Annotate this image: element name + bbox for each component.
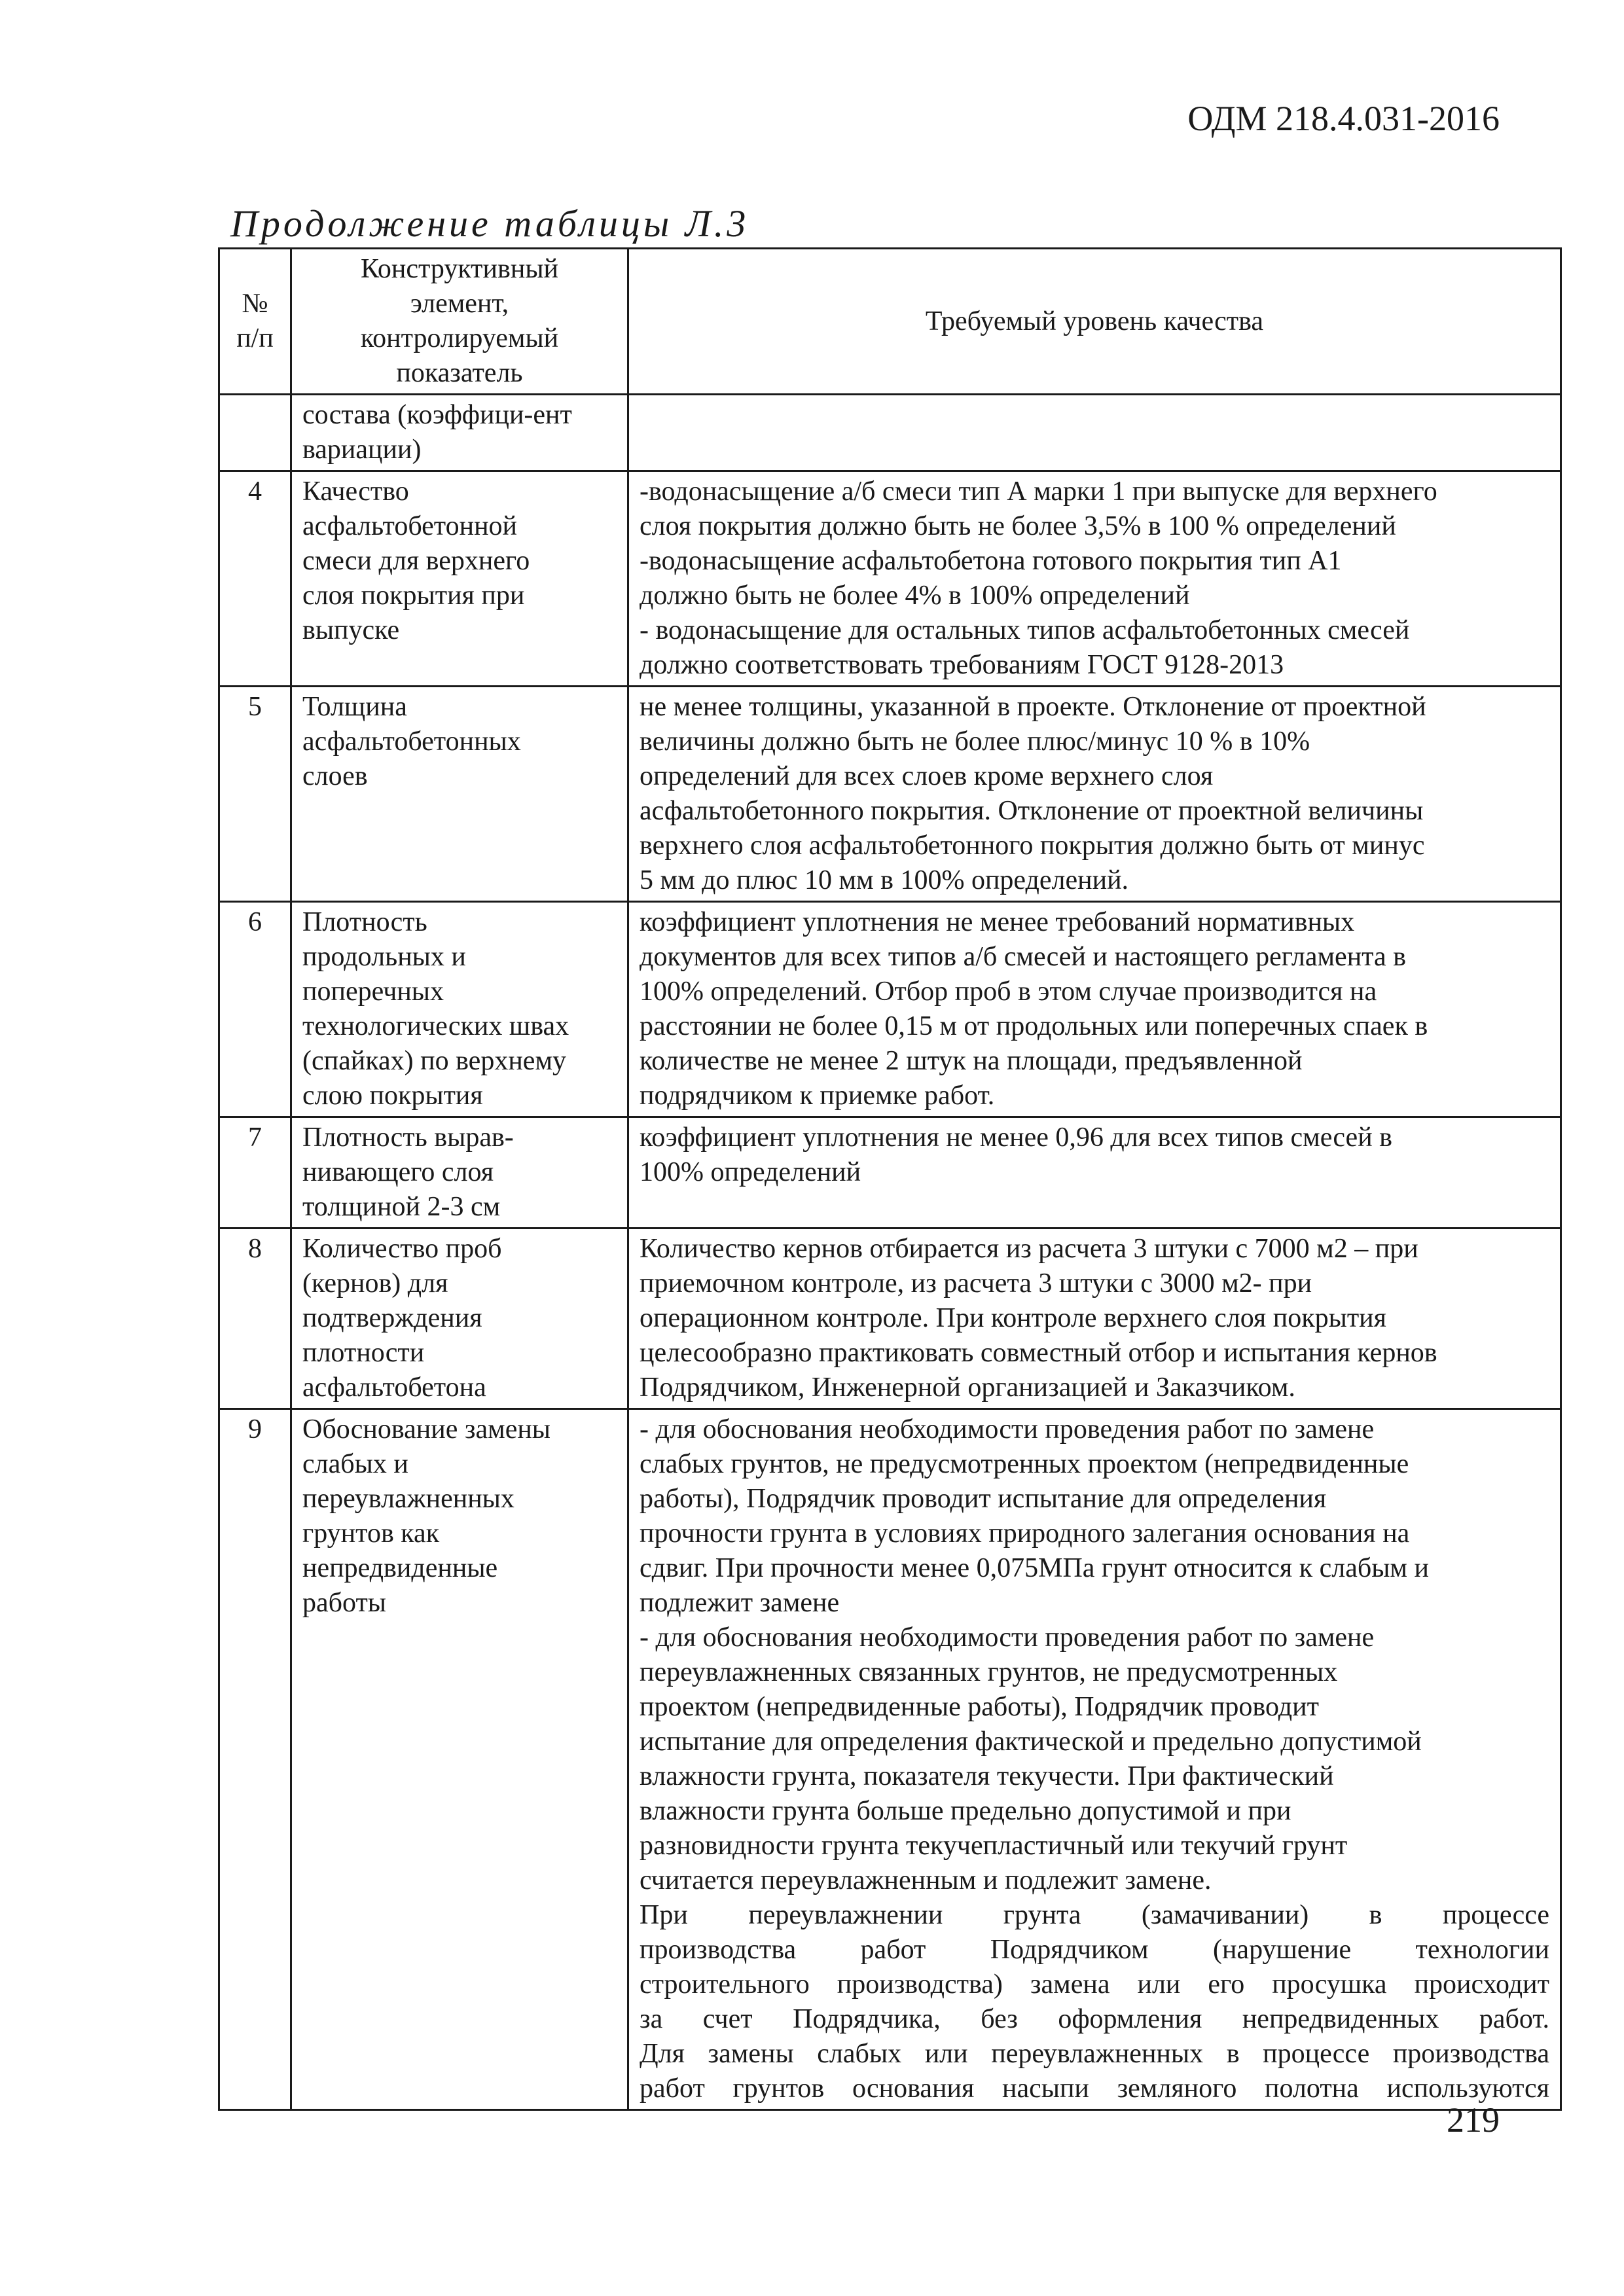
row-number-cell: 4	[219, 471, 291, 687]
quality-requirements-table	[218, 247, 1562, 2111]
quality-line: асфальтобетонного покрытия. Отклонение от проектной величины	[640, 796, 1424, 826]
quality-line: 5 мм до плюс 10 мм в 100% определений.	[640, 865, 1129, 895]
table-row	[219, 471, 1561, 687]
quality-cell	[628, 1229, 1561, 1409]
quality-line: целесообразно практиковать совместный отбор и испытания кернов	[640, 1338, 1437, 1368]
quality-line: - для обоснования необходимости проведения работ по замене	[640, 1414, 1375, 1444]
element-cell	[291, 902, 628, 1117]
quality-cell	[628, 687, 1561, 902]
quality-line: коэффициент уплотнения не менее 0,96 для всех типов смесей в	[640, 1122, 1392, 1153]
element-line: вариации)	[302, 435, 422, 465]
quality-line: разновидности грунта текучепластичный или текучий грунт	[640, 1831, 1348, 1861]
element-line: грунтов как	[302, 1518, 440, 1549]
quality-line: верхнего слоя асфальтобетонного покрытия должно быть от минус	[640, 831, 1425, 861]
quality-line: проектом (непредвиденные работы), Подрядчик проводит	[640, 1692, 1319, 1722]
quality-line: 100% определений. Отбор проб в этом случае производится на	[640, 977, 1377, 1007]
quality-line: слоя покрытия должно быть не более 3,5% в 100 % определений	[640, 511, 1396, 541]
quality-line: считается переувлажненным и подлежит замене.	[640, 1865, 1212, 1895]
quality-line: 100% определений	[640, 1157, 861, 1187]
element-cell	[291, 1409, 628, 2110]
quality-line: переувлажненных связанных грунтов, не предусмотренных	[640, 1657, 1338, 1687]
quality-line: работ грунтов основания насыпи земляного полотна используются	[640, 2073, 1549, 2104]
table-header-row	[219, 249, 1561, 395]
row-number-cell	[219, 395, 291, 471]
quality-cell	[628, 902, 1561, 1117]
quality-cell	[628, 1409, 1561, 2110]
quality-cell	[628, 471, 1561, 687]
quality-line: испытание для определения фактической и предельно допустимой	[640, 1727, 1422, 1757]
element-line: Толщина	[302, 692, 407, 722]
quality-line: должно соответствовать требованиям ГОСТ 9128-2013	[640, 650, 1284, 680]
element-line: поперечных	[302, 977, 444, 1007]
element-line: подтверждения	[302, 1303, 482, 1333]
quality-line: коэффициент уплотнения не менее требований нормативных	[640, 907, 1355, 937]
element-line: толщиной 2-3 см	[302, 1192, 501, 1222]
quality-line: должно быть не более 4% в 100% определений	[640, 581, 1190, 611]
element-line: слоя покрытия при	[302, 581, 525, 611]
table-row	[219, 1229, 1561, 1409]
table-row	[219, 902, 1561, 1117]
table-row	[219, 1409, 1561, 2110]
quality-line: работы), Подрядчик проводит испытание для определения	[640, 1484, 1327, 1514]
element-cell	[291, 471, 628, 687]
column-header-number	[219, 249, 291, 395]
quality-line: - для обоснования необходимости проведения работ по замене	[640, 1623, 1375, 1653]
element-cell	[291, 1117, 628, 1229]
quality-line: определений для всех слоев кроме верхнего слоя	[640, 761, 1214, 791]
element-cell	[291, 1229, 628, 1409]
element-line: слабых и	[302, 1449, 408, 1479]
quality-line: величины должно быть не более плюс/минус 10 % в 10%	[640, 726, 1310, 757]
quality-line: Для замены слабых или переувлажненных в процессе производства	[640, 2039, 1549, 2069]
element-line: нивающего слоя	[302, 1157, 494, 1187]
element-line: Плотность	[302, 907, 427, 937]
quality-line: влажности грунта больше предельно допустимой и при	[640, 1796, 1291, 1826]
quality-line: расстоянии не более 0,15 м от продольных или поперечных спаек в	[640, 1011, 1428, 1041]
column-header-line: Конструктивный	[360, 254, 559, 284]
column-header-element	[291, 249, 628, 395]
row-number-cell: 5	[219, 687, 291, 902]
quality-line: прочности грунта в условиях природного залегания основания на	[640, 1518, 1410, 1549]
quality-line: слабых грунтов, не предусмотренных проектом (непредвиденные	[640, 1449, 1409, 1479]
element-line: Количество проб	[302, 1234, 502, 1264]
row-number-cell: 7	[219, 1117, 291, 1229]
page-number: 219	[1447, 2100, 1500, 2140]
element-line: продольных и	[302, 942, 466, 972]
quality-line: влажности грунта, показателя текучести. При фактический	[640, 1761, 1334, 1791]
element-line: асфальтобетонной	[302, 511, 518, 541]
quality-cell	[628, 395, 1561, 471]
table-row	[219, 1117, 1561, 1229]
quality-line: подлежит замене	[640, 1588, 840, 1618]
column-header-line: показатель	[396, 358, 523, 388]
row-number-cell: 8	[219, 1229, 291, 1409]
element-line: смеси для верхнего	[302, 546, 530, 576]
element-line: работы	[302, 1588, 387, 1618]
element-line: (спайках) по верхнему	[302, 1046, 567, 1076]
column-header-line: контролируемый	[360, 323, 559, 353]
quality-line: количестве не менее 2 штук на площади, предъявленной	[640, 1046, 1303, 1076]
quality-line: сдвиг. При прочности менее 0,075МПа грунт относится к слабым и	[640, 1553, 1429, 1583]
table-caption: Продолжение таблицы Л.3	[230, 202, 749, 245]
quality-line: Количество кернов отбирается из расчета 3 штуки с 7000 м2 – при	[640, 1234, 1418, 1264]
quality-line: -водонасыщение а/б смеси тип А марки 1 при выпуске для верхнего	[640, 476, 1437, 507]
element-line: асфальтобетонных	[302, 726, 521, 757]
element-line: (кернов) для	[302, 1268, 448, 1299]
element-line: переувлажненных	[302, 1484, 514, 1514]
quality-line: производства работ Подрядчиком (нарушение технологии	[640, 1935, 1549, 1965]
quality-line: приемочном контроле, из расчета 3 штуки с 3000 м2- при	[640, 1268, 1312, 1299]
element-line: выпуске	[302, 615, 400, 645]
element-line: состава (коэффици-ент	[302, 400, 572, 430]
element-line: Качество	[302, 476, 409, 507]
column-header-quality	[628, 249, 1561, 395]
element-line: технологических швах	[302, 1011, 569, 1041]
element-line: плотности	[302, 1338, 425, 1368]
quality-line: операционном контроле. При контроле верхнего слоя покрытия	[640, 1303, 1386, 1333]
quality-cell	[628, 1117, 1561, 1229]
quality-line: не менее толщины, указанной в проекте. Отклонение от проектной	[640, 692, 1426, 722]
column-header-line: элемент,	[410, 289, 509, 319]
element-line: слою покрытия	[302, 1081, 483, 1111]
quality-line: Подрядчиком, Инженерной организацией и Заказчиком.	[640, 1372, 1295, 1403]
element-line: непредвиденные	[302, 1553, 498, 1583]
quality-line: - водонасыщение для остальных типов асфальтобетонных смесей	[640, 615, 1410, 645]
row-number-cell: 6	[219, 902, 291, 1117]
column-header-line: №	[242, 289, 268, 319]
quality-line: за счет Подрядчика, без оформления непредвиденных работ.	[640, 2004, 1549, 2034]
element-line: Обоснование замены	[302, 1414, 551, 1444]
element-cell	[291, 395, 628, 471]
row-number-cell: 9	[219, 1409, 291, 2110]
element-line: Плотность вырав-	[302, 1122, 514, 1153]
quality-line: -водонасыщение асфальтобетона готового покрытия тип А1	[640, 546, 1342, 576]
quality-line: подрядчиком к приемке работ.	[640, 1081, 995, 1111]
quality-line: При переувлажнении грунта (замачивании) в процессе	[640, 1900, 1549, 1930]
column-header-line: Требуемый уровень качества	[925, 306, 1264, 336]
table-row	[219, 395, 1561, 471]
element-line: слоев	[302, 761, 368, 791]
element-line: асфальтобетона	[302, 1372, 486, 1403]
quality-line: строительного производства) замена или его просушка происходит	[640, 1969, 1549, 2000]
quality-line: документов для всех типов а/б смесей и настоящего регламента в	[640, 942, 1407, 972]
table-row	[219, 687, 1561, 902]
document-code: ОДМ 218.4.031-2016	[1187, 99, 1500, 138]
column-header-line: п/п	[236, 323, 274, 353]
element-cell	[291, 687, 628, 902]
